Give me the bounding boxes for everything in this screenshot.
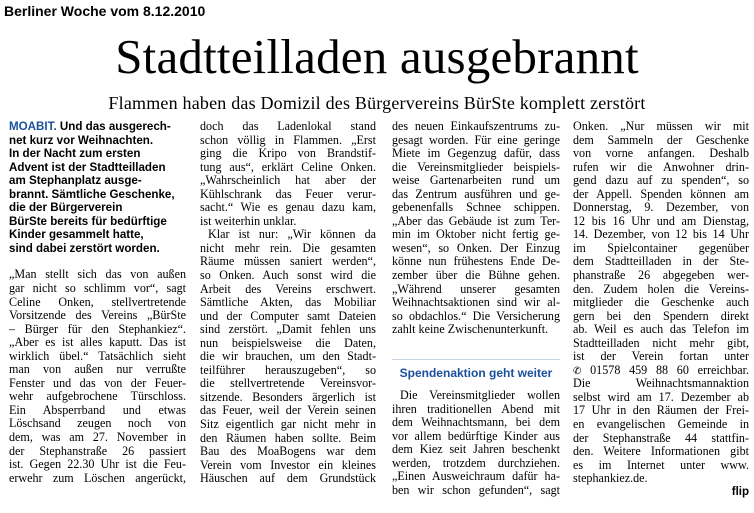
intro-line: die der Bürgerverein xyxy=(9,201,123,215)
text-line: ab. Weil es auch das Telefon im xyxy=(573,323,749,337)
text-line: der Appell. Spenden können am xyxy=(573,187,749,201)
text-line: des neuen Einkaufszentrums zu- xyxy=(392,120,560,133)
text-line: dem Sammeln der Geschenke xyxy=(573,133,749,147)
text-line: 17 Uhr in den Räumen der Frei- xyxy=(573,404,749,418)
text-line: die stellvertretende Vereinsvor- xyxy=(200,377,376,391)
text-line: stephankiez.de. xyxy=(573,471,648,486)
text-line: ist der Verein fortan unter xyxy=(573,350,749,364)
text-line: sind zerstört. „Damit fehlen uns xyxy=(200,323,376,337)
text-line: erwehr zum Löschen angerückt, xyxy=(9,471,186,485)
text-line: zahlt keine Zwischenunterkunft. xyxy=(392,322,549,337)
intro-paragraph xyxy=(9,120,186,255)
text-line: die wir brauchen, um den Stadt- xyxy=(200,350,376,364)
text-line: Die Weihnachtsmannaktion xyxy=(573,377,749,391)
column-1 xyxy=(9,120,186,510)
intro-line: net kurz vor Weihnachten. xyxy=(9,133,154,147)
text-line: „Man stellt sich das von außen xyxy=(9,268,186,282)
intro-line: sind dabei zerstört worden. xyxy=(9,241,160,255)
text-line: das Feuer, weil der Verein seinen xyxy=(200,404,376,418)
text-line: der Stephanstraße 44 stattfin- xyxy=(573,431,749,445)
text-line: Kühlschrank das Feuer verur- xyxy=(200,187,376,201)
text-line: werden, trotzdem durchziehen. xyxy=(392,456,560,470)
col4-text xyxy=(573,120,749,364)
text-line: wehr aufgebrochene Türschloss. xyxy=(9,390,186,404)
text-line: Löschsand zeugen noch von xyxy=(9,417,186,431)
text-line: Donnerstag, 9. Dezember, von xyxy=(573,201,749,215)
text-line: gern bei den Spendern direkt xyxy=(573,309,749,323)
intro-line: am Stephanplatz ausge- xyxy=(9,174,142,188)
text-line: dem Stadtteilladen in der Ste- xyxy=(573,255,749,269)
subhead-divider xyxy=(392,359,560,360)
intro-line: BürSte bereits für bedürftige xyxy=(9,214,167,228)
text-line: Sitz eigentlich gar nicht mehr in xyxy=(200,418,376,432)
column-4 xyxy=(573,120,749,510)
text-line: die Vereinsmitglieder beispiels- xyxy=(392,160,560,174)
text-line: gebenenfalls Schnee schippen. xyxy=(392,201,560,215)
phone-line xyxy=(573,364,749,378)
text-line: tung aus“, erklärt Celine Onken. xyxy=(200,160,376,174)
text-line: Häuschen auf dem Grundstück xyxy=(200,472,376,486)
text-line: es im Internet unter www. xyxy=(573,458,749,472)
text-line: vor allem bedürftige Kinder aus xyxy=(392,429,560,443)
text-line: Sämtliche Akten, das Mobiliar xyxy=(200,296,376,310)
text-line: Fenster und das von der Feuer- xyxy=(9,376,186,390)
text-line: 14. Dezember, von 12 bis 14 Uhr xyxy=(573,228,749,242)
text-line: „Aber das Gebäude ist zum Ter- xyxy=(392,214,560,228)
column-3-continued xyxy=(392,389,560,511)
text-line: weise Gartenarbeiten rund um xyxy=(392,174,560,188)
col1-text xyxy=(9,268,186,485)
text-line: ist weiterhin unklar. xyxy=(200,213,297,228)
text-line: den. Zudem holen die Vereins- xyxy=(573,282,749,296)
kicker: MOABIT. xyxy=(9,120,57,133)
text-line: ihren traditionellen Abend mit xyxy=(392,402,560,416)
text-line: so Onken. Auch sonst wird die xyxy=(200,269,376,283)
text-line: Weihnachtsaktionen sind wir al- xyxy=(392,296,560,310)
text-line: Klar ist nur: „Wir können da xyxy=(208,228,376,242)
text-line: phanstraße 26 abgegeben wer- xyxy=(573,269,749,283)
text-line: ben wir schon gefunden“, sagt xyxy=(392,483,560,497)
text-line: en evangelischen Gemeinde in xyxy=(573,418,749,432)
text-line: so obdachlos.“ Die Versicherung xyxy=(392,309,560,323)
intro-line: Advent ist der Stadtteilladen xyxy=(9,160,166,174)
text-line: von vorne anfangen. Deshalb xyxy=(573,147,749,161)
intro-line: Kinder gesammelt hatte, xyxy=(9,228,144,242)
text-line: das Zentrum ausführen und ge- xyxy=(392,187,560,201)
text-line: „Wahrscheinlich hat aber der xyxy=(200,174,376,188)
text-line: ist. Gegen 22.30 Uhr ist die Feu- xyxy=(9,458,186,472)
text-line: Stadtteilladen nicht mehr gibt, xyxy=(573,336,749,350)
phone-icon: ✆ xyxy=(573,365,582,377)
text-line: könne nun frühestens Ende De- xyxy=(392,255,560,269)
text-line: rufen wir die Anwohner drin- xyxy=(573,160,749,174)
text-line: doch das Ladenlokal stand xyxy=(200,120,376,133)
text-line: Bau des MoaBogens war dem xyxy=(200,445,376,459)
text-line: Ein Absperrband und etwas xyxy=(9,403,186,417)
text-line: Celine Onken, stellvertretende xyxy=(9,295,186,309)
text-line: sacht.“ Wie es genau dazu kam, xyxy=(200,201,376,215)
text-line: „Aber es ist alles kaputt. Das ist xyxy=(9,336,186,350)
source-line: Berliner Woche vom 8.12.2010 xyxy=(4,3,206,19)
text-line: den. Weitere Informationen gibt xyxy=(573,445,749,459)
text-line: dem, was am 27. November in xyxy=(9,431,186,445)
text-line: wirklich übel.“ Tatsächlich sieht xyxy=(9,349,186,363)
text-line: Miete im Gegenzug dafür, dass xyxy=(392,147,560,161)
text-line: Vorsitzende des Vereins „BürSte xyxy=(9,309,186,323)
intro-line: MOABIT. Und das ausgerech- xyxy=(9,120,171,133)
text-line: und der Computer samt Dateien xyxy=(200,309,376,323)
text-line: der Stephanstraße 26 passiert xyxy=(9,444,186,458)
intro-line: In der Nacht zum ersten xyxy=(9,147,141,161)
text-line: teilführer herauszugeben“, so xyxy=(200,363,376,377)
author-signature: flip xyxy=(731,485,749,498)
text-line: man von außen nur verrußte xyxy=(9,363,186,377)
text-line: den Räumen haben sollte. Beim xyxy=(200,431,376,445)
text-line: 12 bis 16 Uhr und am Dienstag, xyxy=(573,214,749,228)
text-line: – Bürger für den Stephankiez“. xyxy=(9,322,186,336)
headline: Stadtteilladen ausgebrannt xyxy=(115,29,639,84)
text-line: Onken. „Nur müssen wir mit xyxy=(573,120,749,133)
text-line: Arbeit des Vereins erschwert. xyxy=(200,282,376,296)
text-line: „Während unserer gesamten xyxy=(392,282,560,296)
intro-line: brannt. Sämtliche Geschenke, xyxy=(9,187,175,201)
phone-suffix: erreichbar. xyxy=(697,363,749,377)
text-line: nicht mehr rein. Die gesamten xyxy=(200,241,376,255)
text-line: schon völlig in Flammen. „Erst xyxy=(200,133,376,147)
text-line: min im Oktober nicht fertig ge- xyxy=(392,228,560,242)
text-line: mitglieder die Geschenke auch xyxy=(573,296,749,310)
section-subheading: Spendenaktion geht weiter xyxy=(399,366,553,380)
text-line: gend dazu auf zu spenden“, so xyxy=(573,174,749,188)
text-line: im Spielcontainer gegenüber xyxy=(573,241,749,255)
column-2 xyxy=(200,120,376,510)
text-line: ging die Kripo von Brandstif- xyxy=(200,147,376,161)
text-line: dem Weihnachtsmann, bei dem xyxy=(392,416,560,430)
col4-text-continued xyxy=(573,377,749,485)
text-line: gar nicht so schlimm vor“, sagt xyxy=(9,282,186,296)
text-line: gesagt worden. Für eine geringe xyxy=(392,133,560,147)
text-line: Die Vereinsmitglieder wollen xyxy=(400,389,560,402)
text-line: zember über die Bühne gehen. xyxy=(392,269,560,283)
text-line: „Einen Ausweichraum dafür ha- xyxy=(392,470,560,484)
phone-number: 01578 459 88 60 xyxy=(590,363,689,377)
text-line: sitzende. Besonders ärgerlich ist xyxy=(200,390,376,404)
text-line: selbst wird am 17. Dezember ab xyxy=(573,390,749,404)
subheadline: Flammen haben das Domizil des Bürgervereins BürSte komplett zerstört xyxy=(108,93,646,113)
text-line: wesen“, so Onken. Der Einzug xyxy=(392,241,560,255)
text-line: dem Kiez seit Jahren beschenkt xyxy=(392,443,560,457)
text-line: Verein vom Investor ein kleines xyxy=(200,458,376,472)
text-line: Räume müssen saniert werden“, xyxy=(200,255,376,269)
text-line: nun beispielsweise die Daten, xyxy=(200,336,376,350)
